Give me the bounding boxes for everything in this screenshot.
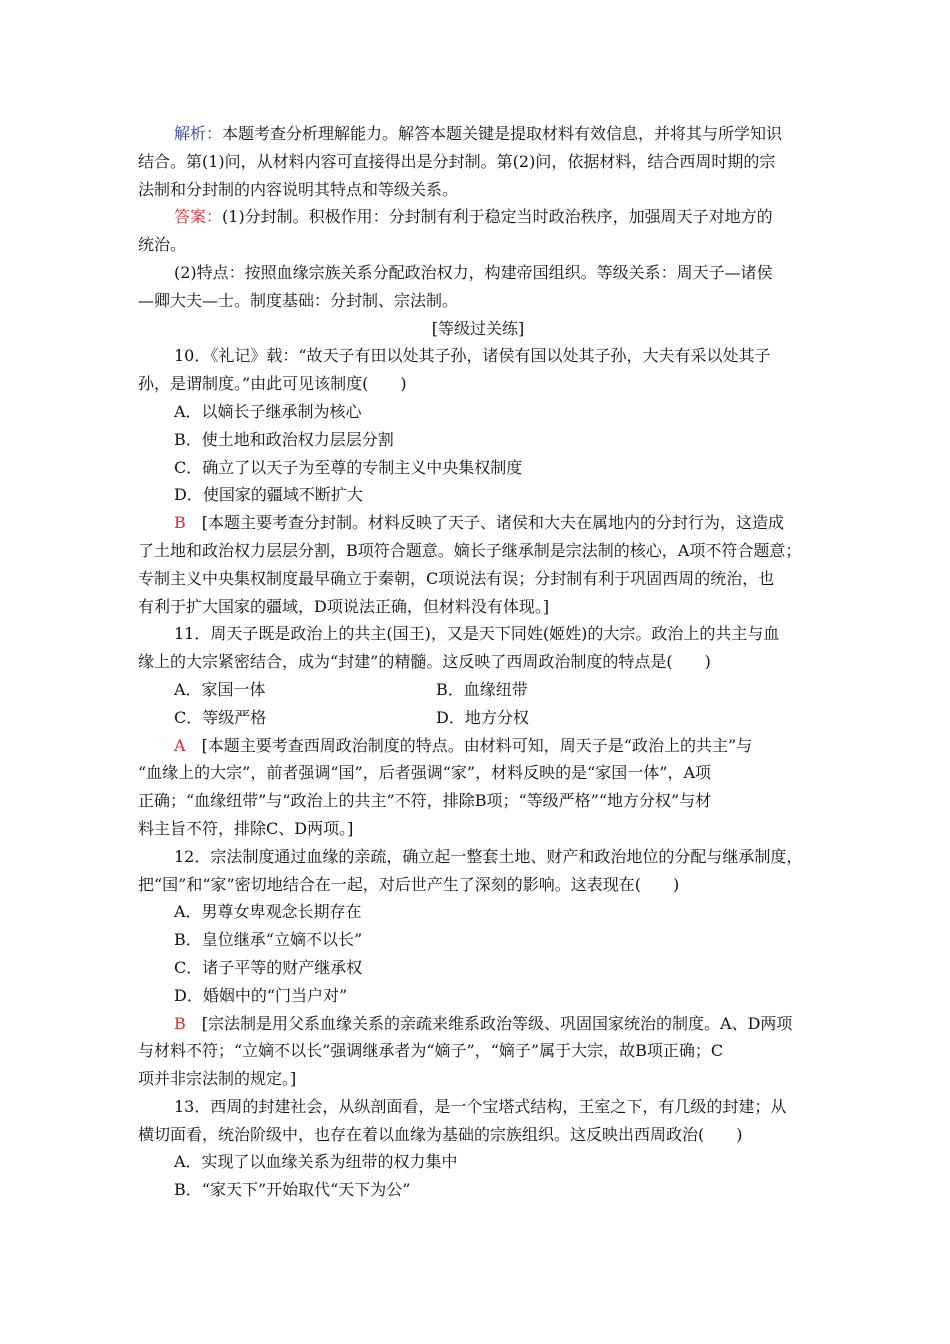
- explanation-line: 料主旨不符，排除C、D两项。]: [138, 818, 354, 838]
- explanation-text: [宗法制是用父系血缘关系的亲疏来维系政治等级、巩固国家统治的制度。A、D两项: [185, 1013, 793, 1033]
- explanation-line: 与材料不符；“立嫡不以长”强调继承者为“嫡子”，“嫡子”属于大宗，故B项正确；C: [138, 1041, 724, 1061]
- explanation-line: 了土地和政治权力层层分割，B项符合题意。嫡长子继承制是宗法制的核心，A项不符合题意；: [138, 540, 802, 560]
- explanation-text: [本题主要考查西周政治制度的特点。由材料可知，周天子是“政治上的共主”与: [185, 735, 753, 755]
- option-row: [138, 676, 818, 704]
- answer-text: (1)分封制。积极作用：分封制有利于稳定当时政治秩序，加强周天子对地方的: [222, 207, 773, 227]
- question-stem: 横切面看，统治阶级中，也存在着以血缘为基础的宗族组织。这反映出西周政治( ): [138, 1124, 743, 1144]
- explanation-line: [138, 1010, 818, 1038]
- question-stem: 把“国”和“家”密切地结合在一起，对后世产生了深刻的影响。这表现在( ): [138, 874, 680, 894]
- option-b: B．血缘纽带: [436, 679, 528, 699]
- analysis-label: 解析：: [174, 124, 223, 143]
- option-a: A．以嫡长子继承制为核心: [174, 401, 362, 421]
- question-stem: 11．周天子既是政治上的共主(国王)，又是天下同姓(姬姓)的大宗。政治上的共主与血: [174, 624, 780, 644]
- explanation-line: 项并非宗法制的规定。]: [138, 1069, 297, 1089]
- option-d: D．地方分权: [436, 707, 529, 727]
- answer-letter: B: [174, 513, 186, 533]
- analysis-text: 本题考查分析理解能力。解答本题关键是提取材料有效信息，并将其与所学知识: [222, 124, 783, 143]
- answer-letter: B: [174, 1013, 186, 1033]
- explanation-line: 正确；“血缘纽带”与“政治上的共主”不符，排除B项；“等级严格”“地方分权”与材: [138, 791, 712, 811]
- answer-line: [138, 203, 818, 231]
- option-d: D．使国家的疆域不断扩大: [174, 485, 363, 505]
- question-stem: 10．《礼记》载：“故天子有田以处其子孙，诸侯有国以处其子孙，大夫有采以处其子: [174, 346, 771, 366]
- option-b: B．使土地和政治权力层层分割: [174, 429, 394, 449]
- question-stem: 缘上的大宗紧密结合，成为“封建”的精髓。这反映了西周政治制度的特点是( ): [138, 652, 711, 672]
- answer-line: (2)特点：按照血缘宗族关系分配政治权力，构建帝国组织。等级关系：周天子—诸侯: [174, 262, 773, 282]
- question-stem: 12．宗法制度通过血缘的亲疏，确立起一整套土地、财产和政治地位的分配与继承制度，: [174, 846, 803, 866]
- answer-letter: A: [174, 735, 186, 755]
- option-a: A．男尊女卑观念长期存在: [174, 902, 362, 922]
- explanation-line: [138, 509, 818, 537]
- document-body: [138, 120, 818, 1204]
- section-title: [等级过关练]: [431, 318, 525, 338]
- analysis-line: 法制和分封制的内容说明其特点和等级关系。: [138, 179, 459, 199]
- explanation-line: 专制主义中央集权制度最早确立于秦朝，C项说法有误；分封制有利于巩固西周的统治，也: [138, 568, 775, 588]
- analysis-line: 结合。第(1)问，从材料内容可直接得出是分封制。第(2)问，依据材料，结合西周时期的宗: [138, 151, 776, 171]
- explanation-line: “血缘上的大宗”，前者强调“国”，后者强调“家”，材料反映的是“家国一体”，A项: [138, 763, 711, 783]
- option-b: B．“家天下”开始取代“天下为公”: [174, 1180, 411, 1200]
- option-c: C．确立了以天子为至尊的专制主义中央集权制度: [174, 457, 523, 477]
- option-b: B．皇位继承“立嫡不以长”: [174, 930, 363, 950]
- answer-line: —卿大夫—士。制度基础：分封制、宗法制。: [138, 290, 459, 310]
- option-a: A．实现了以血缘关系为纽带的权力集中: [174, 1152, 458, 1172]
- option-c: C．诸子平等的财产继承权: [174, 957, 363, 977]
- option-c: C．等级严格: [174, 707, 267, 727]
- answer-label: 答案：: [174, 207, 223, 227]
- explanation-line: [138, 732, 818, 760]
- answer-line: 统治。: [138, 235, 187, 255]
- explanation-line: 有利于扩大国家的疆域，D项说法正确，但材料没有体现。]: [138, 596, 550, 616]
- option-a: A．家国一体: [174, 679, 266, 699]
- question-stem: 孙，是谓制度。”由此可见该制度( ): [138, 374, 407, 394]
- analysis-line: [138, 120, 818, 148]
- option-row: [138, 704, 818, 732]
- explanation-text: [本题主要考查分封制。材料反映了天子、诸侯和大夫在属地内的分封行为，这造成: [185, 513, 785, 533]
- question-stem: 13．西周的封建社会，从纵剖面看，是一个宝塔式结构，王室之下，有几级的封建；从: [174, 1096, 787, 1116]
- option-d: D．婚姻中的“门当户对”: [174, 985, 348, 1005]
